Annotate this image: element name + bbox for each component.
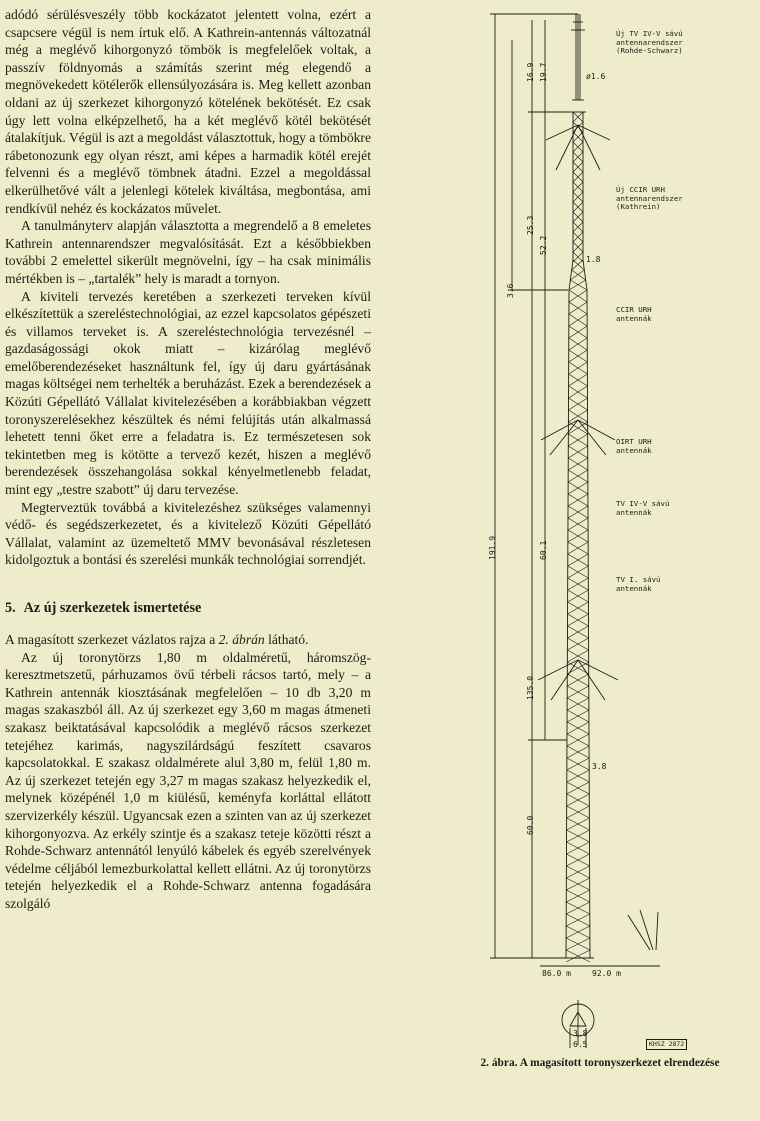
label-oirt-antennas: OIRT URH antennák <box>616 437 652 455</box>
section-heading <box>5 599 371 617</box>
dim-52-2: 52.2 <box>539 235 548 255</box>
dim-base-right: 92.0 m <box>592 969 621 978</box>
label-new-tv45-antenna: Új TV IV-V sávú antennarendszer (Rohde-Schwarz) <box>616 29 683 56</box>
dim-plan-6-5: 6.5 <box>573 1040 588 1049</box>
tower-figure <box>440 0 760 1121</box>
dim-19-7: 19.7 <box>539 62 548 82</box>
label-tv45-antennas: TV IV-V sávú antennák <box>616 499 670 517</box>
dim-60-0: 60.0 <box>526 815 535 835</box>
dim-base-left: 86.0 m <box>542 969 571 978</box>
paragraph: adódó sérülésveszély több kockázatot jelentett volna, ezért a csapcsere végül is nem írtuk elő. A Kathrein-antennás változatnál még a meglévő kihorgonyzó tömbök is megfelelőek voltak, a passzív földnyomás a számítás szerint még elegendő a megnövekedett kötélerők ellensúlyozására is. Meg kellett azonban oldani az új szerkezet kihorgonyzó kötelének bekötését. Ez csak úgy lett volna elképzelhető, ha a két meglévő kötél bekötését átalakítjuk. Végül is azt a megoldást választottuk, hogy a tömbökre rábetonozunk egy olyan részt, ami képes a harmadik kötél erejét felvenni és a meglévő tömbnek átadni. Ezzel a megoldással elkerülhetővé vált a jelenlegi kötelek kiváltása, megbontása, ami rendkívül nehéz és kockázatos művelet. <box>5 7 371 216</box>
lattice-brace <box>570 280 587 290</box>
label-tv1-antennas: TV I. sávú antennák <box>616 575 661 593</box>
dim-width-3-8: 3.8 <box>592 762 607 771</box>
paragraph-text: látható. <box>264 632 309 647</box>
dim-16-9: 16.9 <box>526 62 535 82</box>
paragraph: A tanulmányterv alapján választotta a megrendelő a 8 emeletes Kathrein antennarendszer megvalósítását. Ezt a későbbiekben további 2 emelettel sikerült megnövelni, így – ha csak minimális mértékben is – „tartalék” hely is maradt a tornyon. <box>5 218 371 286</box>
paragraph-text: A magasított szerkezet vázlatos rajza a <box>5 632 219 647</box>
drawing-stamp: KHSZ 2872 <box>646 1039 687 1050</box>
label-ccir-antennas: CCIR URH antennák <box>616 305 652 323</box>
dim-25-3: 25.3 <box>526 215 535 235</box>
section-title: Az új szerkezetek ismertetése <box>23 600 202 616</box>
paragraph <box>5 631 371 649</box>
lattice-brace <box>569 280 586 290</box>
dim-diameter-1-6: ø1.6 <box>586 72 606 81</box>
label-new-ccir-antenna: Új CCIR URH antennarendszer (Kathrein) <box>616 185 683 212</box>
dim-60-1: 60.1 <box>539 540 548 560</box>
section-number: 5. <box>5 600 16 616</box>
dim-plan-3-8: 3.8 <box>573 1029 588 1038</box>
figure-caption: 2. ábra. A magasított toronyszerkezet elrendezése <box>480 1057 720 1069</box>
lattice-brace <box>572 270 586 280</box>
paragraph: Megterveztük továbbá a kivitelezéshez szükséges valamennyi védő- és segédszerkezetet, és a kivitelező Közúti Gépellátó Vállalat, valamint az üzemeltető MMV bevonásával részletesen kidolgoztuk a bontási és szerelési munkák technológiai sorrendjét. <box>5 499 371 568</box>
paragraph: A kiviteli tervezés keretében a szerkezeti terveken kívül elkészítettük a szereléstechnológiai, az ezzel kapcsolatos gépészeti és villamos terveket is. A szereléstechnológia tervezésnél – gazdaságossági okok miatt – kizárólag meglévő emelőberendezéseket használtunk fel, így új daru gyártásának magas költségei nem terhelték a beruházást. Ezek a berendezések a Közúti Gépellátó Vállalat kivitelezésében a korábbiakban végzett toronyszerelésekhez készültek és némi felújítás után alkalmassá lehetett tenni őket erre a feladatra is. Ez természetesen sok tekintetben meg is kötötte a tervező kezét, hiszen a meglévő berendezések összehangolása sokkal kényelmetlenebb feladat, mint egy „testre szabott” új daru tervezése. <box>5 288 371 498</box>
paragraph: Az új toronytörzs 1,80 m oldalméretű, háromszög-keresztmetszetű, párhuzamos övű térbeli rácsos tartó, mely – a Kathrein antennák kiosztásának megfelelően – 10 db 3,20 m magas szakaszból áll. Az új szerkezet egy 3,60 m magas átmeneti szakasz beiktatásával kapcsolódik a meglévő rácsos szerkezet tetejéhez karimás, nagyszilárdságú feszített csavaros kapcsolatokkal. E szakasz oldalmérete alul 3,80 m, felül 1,80 m. Az új szerkezet tetején egy 3,27 m magas szakasz helyezkedik el, melynek középénél 1,0 m kiülésű, keményfa korláttal ellátott szervizerkély készül. Ugyancsak ezen a szinten van az új szerkezet kihorgonyozva. Az erkély szintje és a szakasz teteje közötti részt a Rohde-Schwarz antennától lenyúló kábelek és egyéb szerelvények védelme céljából lemezburkolattal kellett ellátni. Az új toronytörzs tetején helyezkedik el a Rohde-Schwarz antenna fogadására szolgáló <box>5 649 371 911</box>
dim-width-1-8: 1.8 <box>586 255 601 264</box>
tower-drawing <box>440 0 760 1121</box>
figure-reference: 2. ábrán <box>218 632 265 647</box>
dim-3-6: 3.6 <box>506 283 515 298</box>
dim-191-9: 191.9 <box>488 535 497 560</box>
article-text-column <box>5 6 371 913</box>
lattice-brace <box>570 270 584 280</box>
dim-135-0: 135.0 <box>526 675 535 700</box>
